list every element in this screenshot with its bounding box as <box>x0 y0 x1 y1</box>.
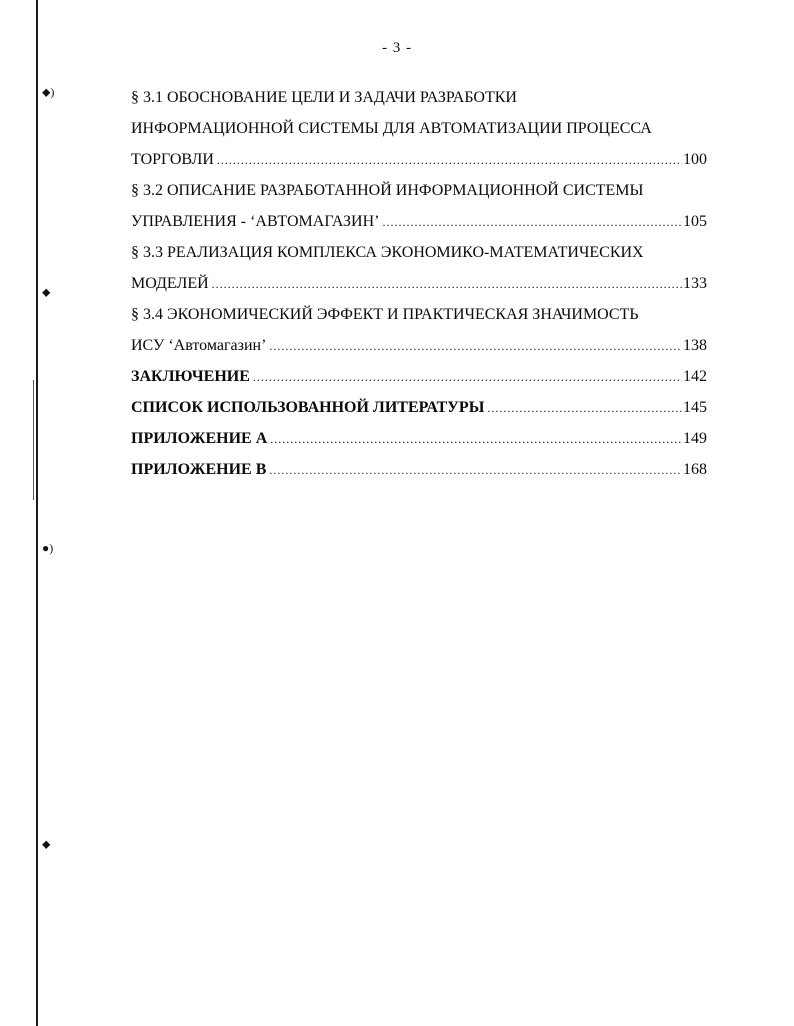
dot-leader <box>217 145 682 176</box>
toc-entry-appendix-b: ПРИЛОЖЕНИЕ В <box>131 461 267 478</box>
toc-line <box>131 330 707 361</box>
toc-entry-bibliography: СПИСОК ИСПОЛЬЗОВАННОЙ ЛИТЕРАТУРЫ <box>131 399 485 416</box>
toc-line <box>131 144 707 175</box>
toc-entry-appendix-a-page: 149 <box>683 430 707 447</box>
margin-mark-3: ●) <box>42 541 54 555</box>
binding-line <box>36 0 38 1026</box>
toc-entry-appendix-a: ПРИЛОЖЕНИЕ А <box>131 430 268 447</box>
table-of-contents <box>131 82 707 485</box>
toc-entry-3-1-page: 100 <box>683 151 707 168</box>
margin-mark-4: ⬥ <box>42 837 51 851</box>
toc-line <box>131 268 707 299</box>
toc-line <box>131 392 707 423</box>
toc-entry-conclusion: ЗАКЛЮЧЕНИЕ <box>131 368 250 385</box>
toc-line <box>131 113 707 144</box>
toc-entry-3-3-line-1: § 3.3 РЕАЛИЗАЦИЯ КОМПЛЕКСА ЭКОНОМИКО-МАТЕМАТИЧЕСКИХ <box>131 244 644 261</box>
toc-line <box>131 206 707 237</box>
dot-leader <box>487 393 682 424</box>
toc-entry-conclusion-page: 142 <box>683 368 707 385</box>
margin-mark-1: ⬥) <box>42 85 55 99</box>
toc-entry-3-4-page: 138 <box>683 337 707 354</box>
toc-line <box>131 237 707 268</box>
toc-line <box>131 299 707 330</box>
margin-mark-2: ⬥ <box>42 285 51 299</box>
toc-line <box>131 423 707 454</box>
toc-entry-3-4-line-1: § 3.4 ЭКОНОМИЧЕСКИЙ ЭФФЕКТ И ПРАКТИЧЕСКАЯ ЗНАЧИМОСТЬ <box>131 306 639 323</box>
toc-line <box>131 82 707 113</box>
toc-entry-3-1-line-2: ИНФОРМАЦИОННОЙ СИСТЕМЫ ДЛЯ АВТОМАТИЗАЦИИ ПРОЦЕССА <box>131 120 652 137</box>
binding-line-secondary <box>33 380 34 500</box>
toc-line <box>131 175 707 206</box>
dot-leader <box>269 455 682 486</box>
dot-leader <box>253 362 682 393</box>
toc-entry-3-3-page: 133 <box>683 275 707 292</box>
page-number: - 3 - <box>382 40 412 56</box>
dot-leader <box>269 331 682 362</box>
toc-entry-3-3-line-2: МОДЕЛЕЙ <box>131 275 209 292</box>
toc-line <box>131 454 707 485</box>
toc-entry-bibliography-page: 145 <box>683 399 707 416</box>
dot-leader <box>270 424 682 455</box>
toc-entry-3-2-line-2: УПРАВЛЕНИЯ - ‘АВТОМАГАЗИН’ <box>131 213 380 230</box>
dot-leader <box>382 207 682 238</box>
toc-entry-appendix-b-page: 168 <box>683 461 707 478</box>
dot-leader <box>212 269 682 300</box>
toc-line <box>131 361 707 392</box>
toc-entry-3-4-line-2: ИСУ ‘Автомагазин’ <box>131 337 267 354</box>
toc-entry-3-2-line-1: § 3.2 ОПИСАНИЕ РАЗРАБОТАННОЙ ИНФОРМАЦИОННОЙ СИСТЕМЫ <box>131 182 644 199</box>
toc-entry-3-2-page: 105 <box>683 213 707 230</box>
toc-entry-3-1-line-3: ТОРГОВЛИ <box>131 151 214 168</box>
toc-entry-3-1-line-1: § 3.1 ОБОСНОВАНИЕ ЦЕЛИ И ЗАДАЧИ РАЗРАБОТКИ <box>131 89 517 106</box>
